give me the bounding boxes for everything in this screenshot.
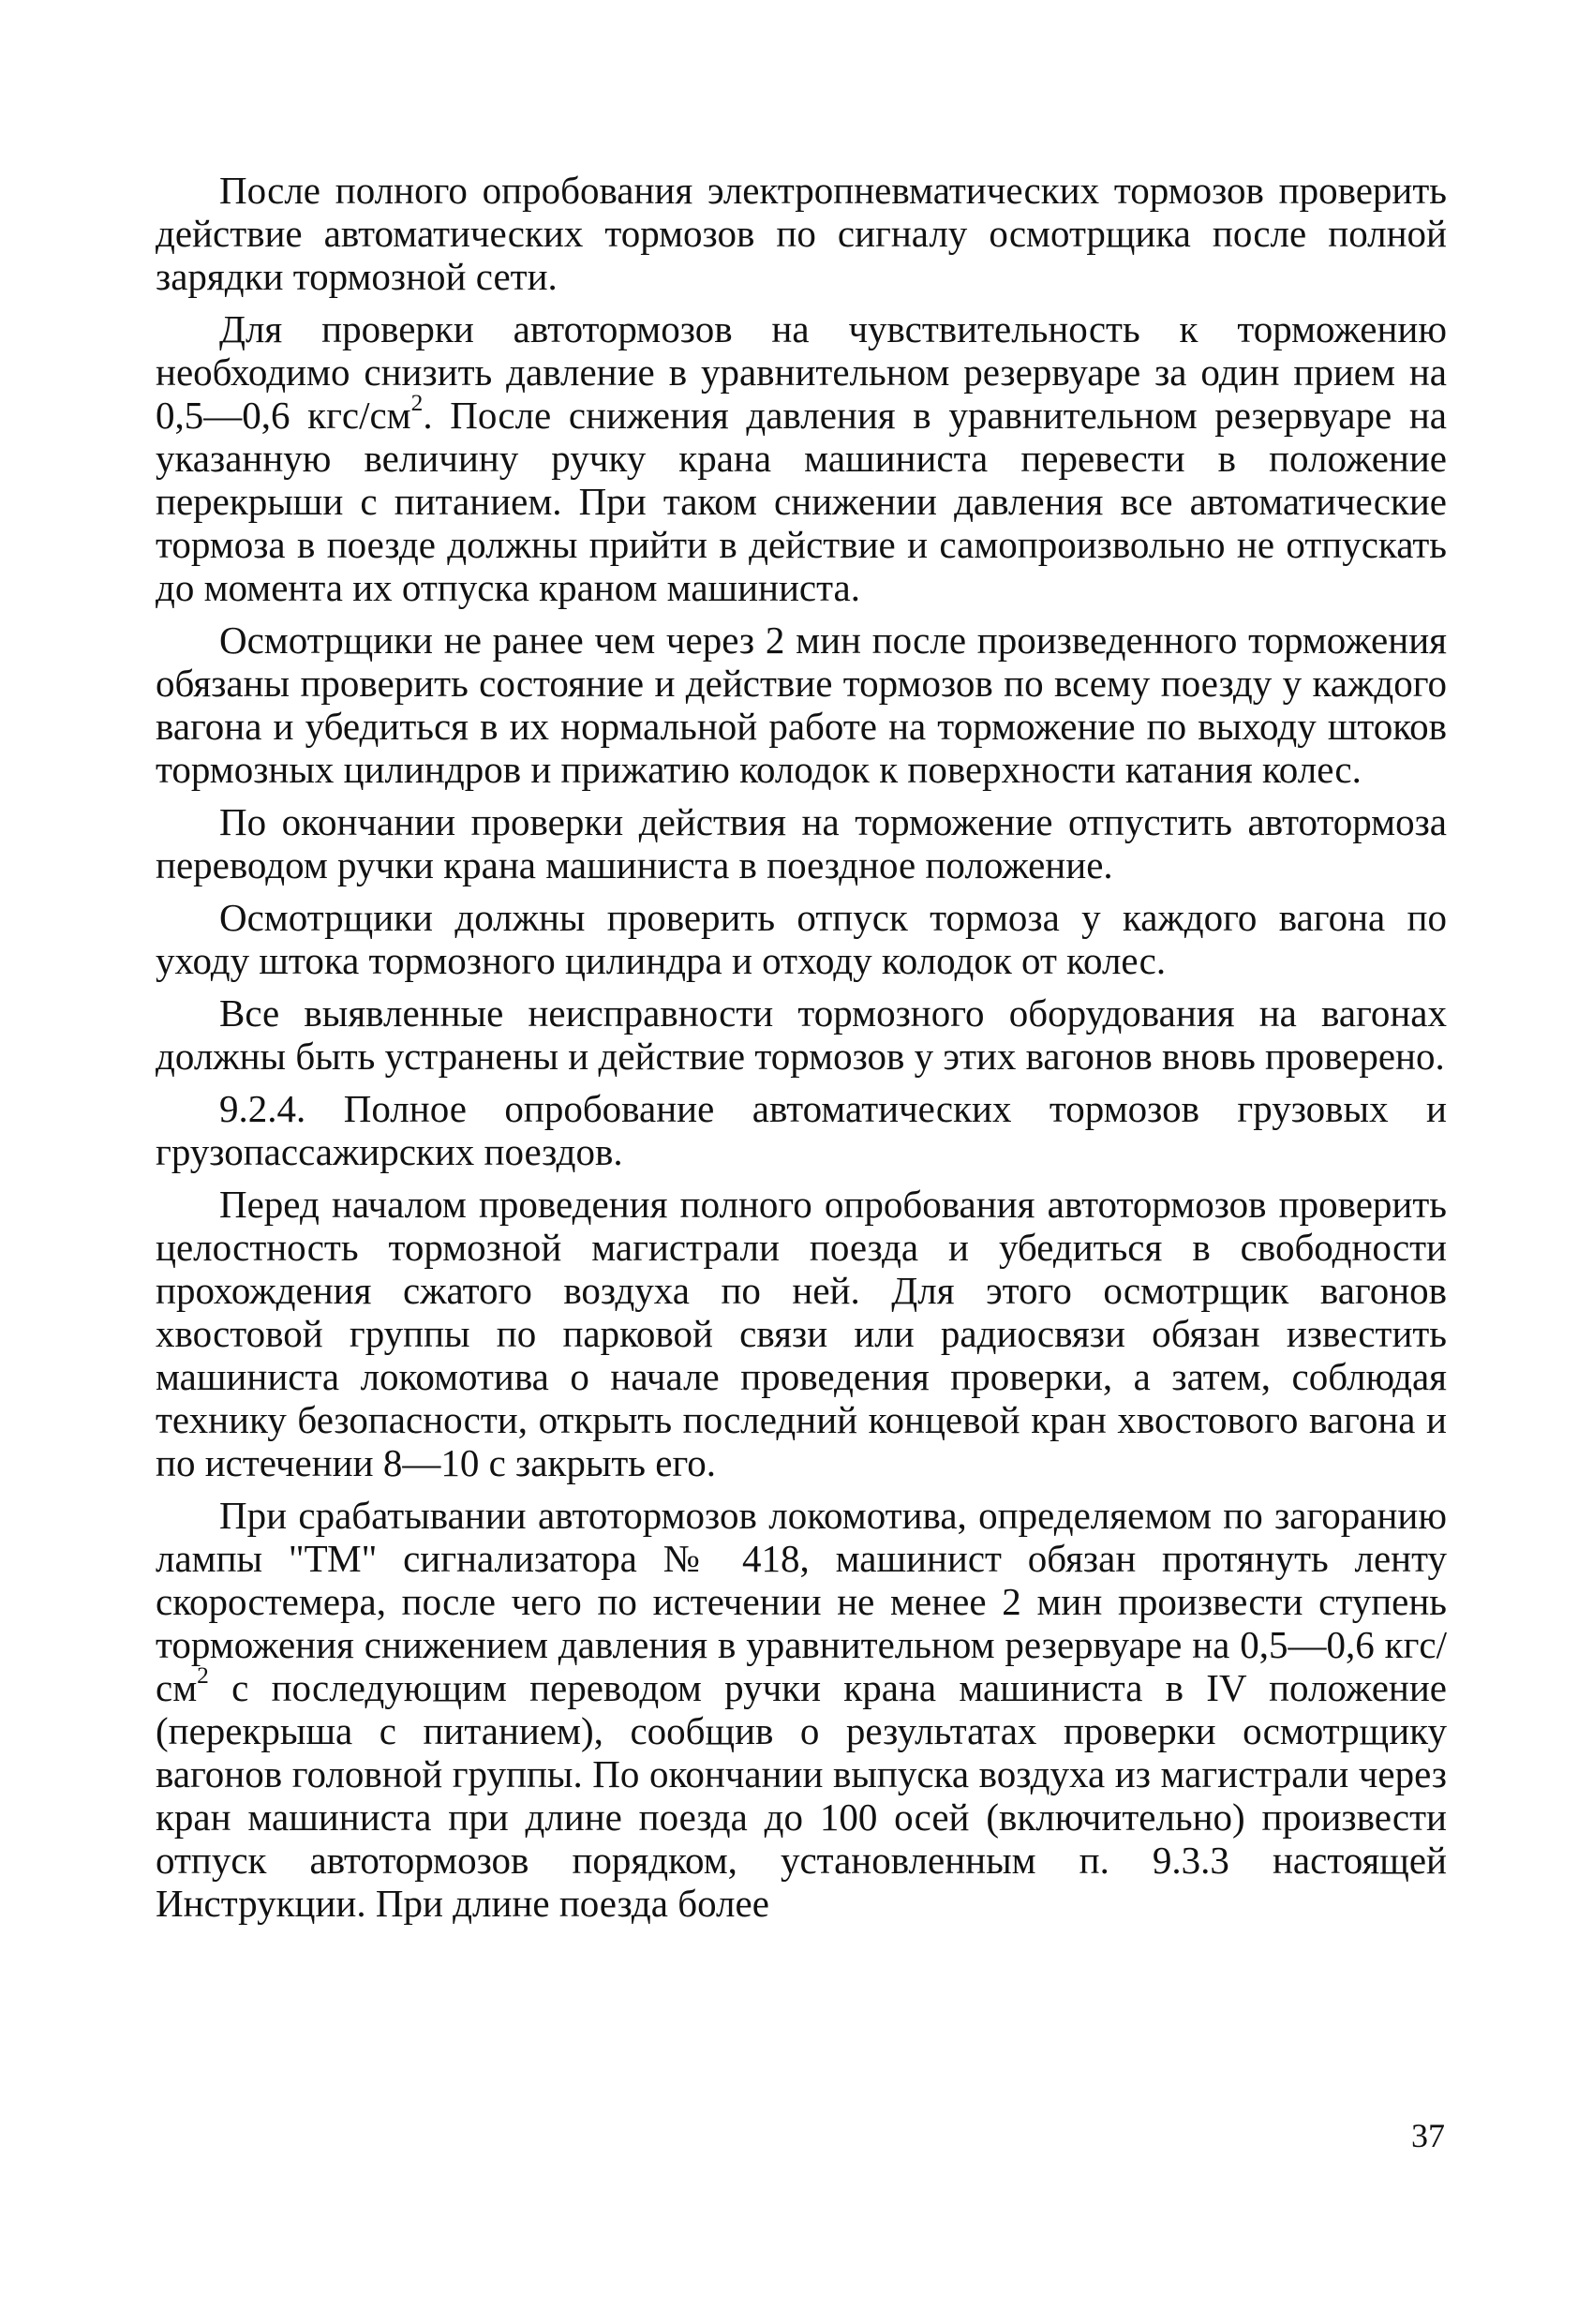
paragraph [156, 169, 1447, 298]
superscript: 2 [410, 389, 424, 416]
superscript: 2 [197, 1661, 209, 1689]
paragraph [156, 991, 1447, 1078]
paragraph-text: Для проверки автотормозов на чувствительность к торможению необходимо снизить давление в уравнительном резервуаре за один прием на 0,5—0,6 кгс/см [156, 307, 1447, 437]
paragraph-text: Осмотрщики должны проверить отпуск тормоза у каждого вагона по уходу штока тормозного цилиндра и отходу колодок от колес. [156, 896, 1447, 982]
paragraph [156, 307, 1447, 609]
paragraph [156, 800, 1447, 886]
body-text [156, 169, 1447, 1934]
paragraph-text: Все выявленные неисправности тормозного оборудования на вагонах должны быть устранены и действие тормозов у этих вагонов вновь проверено. [156, 991, 1447, 1078]
paragraph-text: с последующим переводом ручки крана машиниста в IV положение (перекрыша с питанием), сообщив о результатах проверки осмотрщику вагонов головной группы. По окончании выпуска воздуха из магистрали через кран машиниста при длине поезда до 100 осей (включительно) произвести отпуск автотормозов порядком, установленным п. 9.3.3 настоящей Инструкции. При длине поезда более [156, 1666, 1447, 1925]
paragraph [156, 1087, 1447, 1173]
paragraph [156, 1183, 1447, 1484]
paragraph-text: По окончании проверки действия на торможение отпустить автотормоза переводом ручки крана машиниста в поездное положение. [156, 800, 1447, 886]
paragraph-text: Осмотрщики не ранее чем через 2 мин после произведенного торможения обязаны проверить состояние и действие тормозов по всему поезду у каждого вагона и убедиться в их нормальной работе на торможение по выходу штоков тормозных цилиндров и прижатию колодок к поверхности катания колес. [156, 618, 1447, 791]
paragraph [156, 618, 1447, 791]
paragraph-text: Перед началом проведения полного опробования автотормозов проверить целостность тормозной магистрали поезда и убедиться в свободности прохождения сжатого воздуха по ней. Для этого осмотрщик вагонов хвостовой группы по парковой связи или радиосвязи обязан известить машиниста локомотива о начале проведения проверки, а затем, соблюдая технику безопасности, открыть последний концевой кран хвостового вагона и по истечении 8—10 с закрыть его. [156, 1183, 1447, 1484]
paragraph-text: . После снижения давления в уравнительном резервуаре на указанную величину ручку крана машиниста перевести в положение перекрыши с питанием. При таком снижении давления все автоматические тормоза в поезде должны прийти в действие и самопроизвольно не отпускать до момента их отпуска краном машиниста. [156, 394, 1448, 609]
paragraph-text: 9.2.4. Полное опробование автоматических тормозов грузовых и грузопассажирских поездов. [156, 1087, 1447, 1173]
paragraph-text: После полного опробования электропневматических тормозов проверить действие автоматических тормозов по сигналу осмотрщика после полной зарядки тормозной сети. [156, 169, 1447, 298]
paragraph [156, 896, 1447, 982]
paragraph-text: При срабатывании автотормозов локомотива, определяемом по загоранию лампы "ТМ" сигнализатора № 418, машинист обязан протянуть ленту скоростемера, после чего по истечении не менее 2 мин произвести ступень торможения снижением давления в уравнительном резервуаре на 0,5—0,6 кгс/см [156, 1494, 1447, 1709]
paragraph [156, 1494, 1447, 1925]
page-number: 37 [1411, 2117, 1445, 2154]
